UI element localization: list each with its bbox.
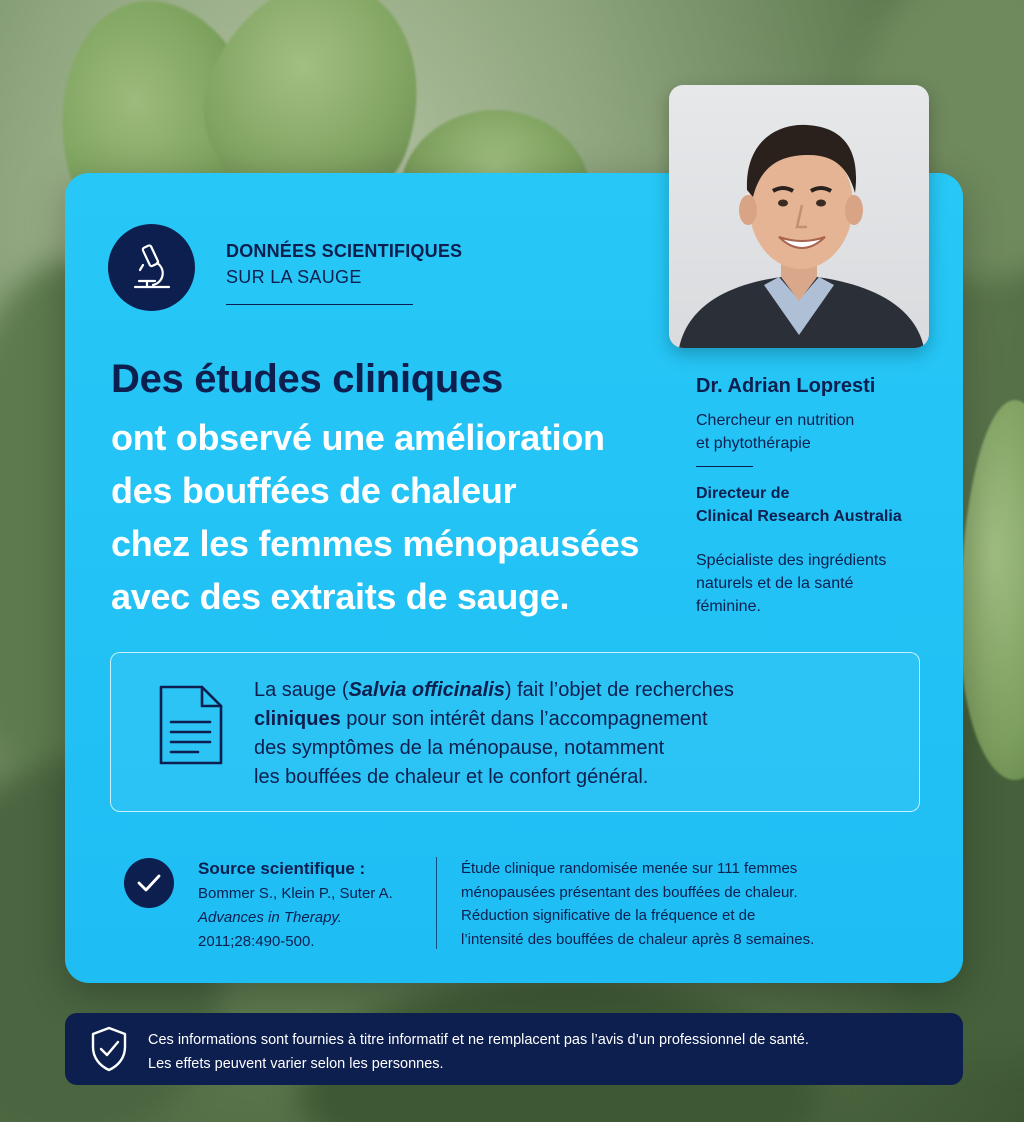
study-line: l’intensité des bouffées de chaleur après 8 semaines. [461, 930, 815, 948]
doctor-director-line: Clinical Research Australia [696, 508, 902, 525]
disclaimer-line: Ces informations sont fournies à titre informatif et ne remplacent pas l’avis d’un professionnel de santé. [148, 1032, 809, 1048]
doctor-specialty-line: naturels et de la santé [696, 575, 854, 592]
doctor-role-line: Chercheur en nutrition [696, 412, 855, 429]
doctor-specialty-line: féminine. [696, 598, 761, 615]
check-icon [136, 873, 162, 893]
info-text-segment: La sauge ( [254, 679, 349, 701]
source-journal: Advances in Therapy. [198, 909, 342, 926]
source-divider [436, 857, 437, 949]
headline-line-1: ont observé une amélioration [111, 417, 605, 458]
study-line: ménopausées présentant des bouffées de chaleur. [461, 883, 798, 901]
disclaimer-text [148, 1028, 809, 1076]
source-citation: 2011;28:490-500. [198, 933, 315, 950]
microscope-badge [108, 224, 195, 311]
source-title: Source scientifique : [198, 859, 366, 878]
doctor-specialty-line: Spécialiste des ingrédients [696, 552, 887, 569]
info-line-2 [254, 705, 734, 734]
doctor-name: Dr. Adrian Lopresti [696, 375, 876, 397]
headline-line-3: chez les femmes ménopausées [111, 523, 640, 564]
doctor-role-line: et phytothérapie [696, 435, 811, 452]
cliniques-emphasis: cliniques [254, 708, 341, 730]
salvia-officinalis-term: Salvia officinalis [348, 679, 505, 701]
doctor-role [696, 409, 854, 455]
eyebrow-title: DONNÉES SCIENTIFIQUES [226, 241, 463, 261]
study-line: Réduction significative de la fréquence et de [461, 907, 756, 924]
info-text-segment: pour son intérêt dans l’accompagnement [340, 708, 708, 730]
disclaimer-line: Les effets peuvent varier selon les personnes. [148, 1056, 444, 1072]
sage-info-text [254, 676, 734, 792]
source-reference [198, 882, 393, 954]
shield-check-icon [89, 1025, 129, 1073]
doctor-director [696, 482, 902, 528]
source-authors: Bommer S., Klein P., Suter A. [198, 885, 393, 902]
microscope-icon [129, 243, 175, 293]
headline-title: Des études cliniques [111, 357, 503, 401]
study-line: Étude clinique randomisée menée sur 111 femmes [461, 860, 798, 877]
study-summary [461, 857, 814, 951]
doctor-specialty [696, 549, 886, 618]
eyebrow-subtitle: SUR LA SAUGE [226, 267, 362, 287]
headline-line-4: avec des extraits de sauge. [111, 576, 570, 617]
doctor-divider [696, 466, 753, 467]
document-icon [158, 684, 224, 766]
info-line-3: des symptômes de la ménopause, notamment [254, 737, 665, 759]
info-line-4: les bouffées de chaleur et le confort général. [254, 766, 649, 788]
doctor-photo [669, 85, 929, 348]
info-text-segment: ) fait l’objet de recherches [504, 679, 734, 701]
info-line-1 [254, 676, 734, 705]
eyebrow-divider [226, 304, 413, 305]
headline-line-2: des bouffées de chaleur [111, 470, 517, 511]
check-badge [124, 858, 174, 908]
doctor-director-line: Directeur de [696, 485, 790, 502]
